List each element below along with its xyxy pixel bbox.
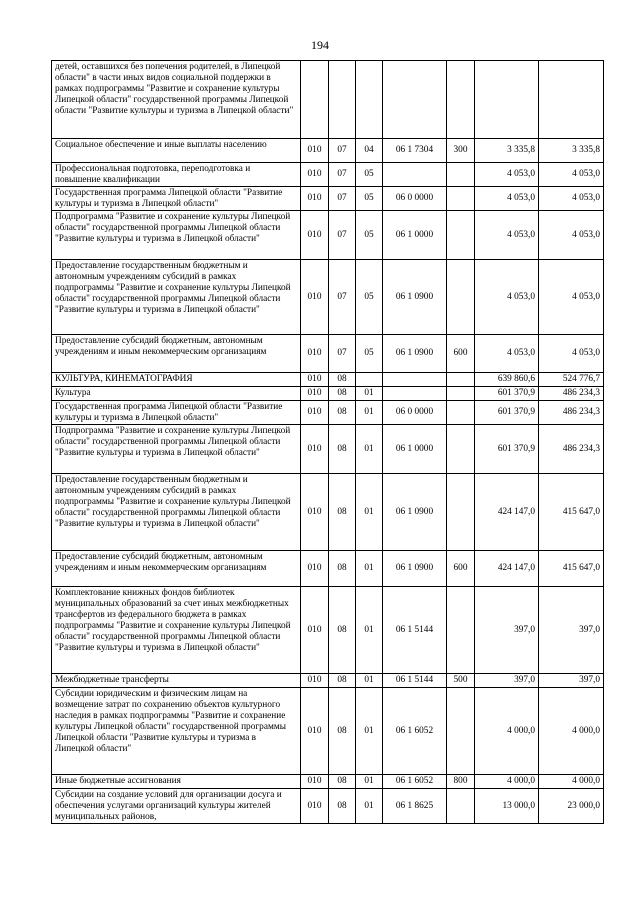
table-row bbox=[52, 425, 604, 474]
cell-type: 800 bbox=[447, 775, 475, 789]
cell-name: Межбюджетные трансферты bbox=[52, 674, 301, 688]
cell-type: 500 bbox=[447, 674, 475, 688]
cell-code: 010 bbox=[301, 139, 329, 163]
cell-type: 600 bbox=[447, 551, 475, 587]
cell-sum2: 415 647,0 bbox=[539, 551, 604, 587]
cell-subsection: 01 bbox=[356, 674, 383, 688]
cell-sum2: 4 053,0 bbox=[539, 260, 604, 335]
cell-subsection: 01 bbox=[356, 551, 383, 587]
cell-name: КУЛЬТУРА, КИНЕМАТОГРАФИЯ bbox=[52, 373, 301, 387]
cell-type bbox=[447, 187, 475, 211]
cell-subsection: 05 bbox=[356, 163, 383, 187]
cell-name: Субсидии юридическим и физическим лицам на возмещение затрат по сохранению объектов культурного наследия в рамках подпрограммы "Развитие и сохранение культуры Липецкой области" государственной программы Липецкой области "Развитие культуры и туризма в Липецкой области" bbox=[52, 688, 301, 775]
cell-sum1: 639 860,6 bbox=[475, 373, 539, 387]
cell-sum2: 486 234,3 bbox=[539, 425, 604, 474]
cell-section: 07 bbox=[329, 187, 356, 211]
table-row bbox=[52, 61, 604, 139]
cell-subsection: 01 bbox=[356, 688, 383, 775]
cell-target: 06 1 0900 bbox=[383, 551, 447, 587]
cell-target: 06 1 0900 bbox=[383, 335, 447, 373]
cell-subsection: 01 bbox=[356, 401, 383, 425]
table-row bbox=[52, 373, 604, 387]
cell-sum2: 4 053,0 bbox=[539, 211, 604, 260]
cell-sum2: 486 234,3 bbox=[539, 401, 604, 425]
cell-target: 06 1 0000 bbox=[383, 211, 447, 260]
budget-table bbox=[51, 60, 604, 824]
cell-subsection: 05 bbox=[356, 260, 383, 335]
cell-subsection bbox=[356, 373, 383, 387]
cell-section: 07 bbox=[329, 139, 356, 163]
cell-sum1: 601 370,9 bbox=[475, 401, 539, 425]
table-row bbox=[52, 775, 604, 789]
cell-type bbox=[447, 211, 475, 260]
cell-type: 600 bbox=[447, 335, 475, 373]
cell-sum1: 601 370,9 bbox=[475, 425, 539, 474]
cell-sum1: 4 053,0 bbox=[475, 211, 539, 260]
table-row bbox=[52, 260, 604, 335]
cell-code: 010 bbox=[301, 775, 329, 789]
cell-type bbox=[447, 163, 475, 187]
cell-name: Субсидии на создание условий для организации досуга и обеспечения услугами организаций культуры жителей муниципальных районов, bbox=[52, 789, 301, 824]
cell-type bbox=[447, 61, 475, 139]
cell-sum2: 397,0 bbox=[539, 674, 604, 688]
cell-sum1: 4 053,0 bbox=[475, 163, 539, 187]
cell-section: 08 bbox=[329, 373, 356, 387]
cell-type bbox=[447, 587, 475, 674]
cell-name: Предоставление государственным бюджетным и автономным учреждениям субсидий в рамках подпрограммы "Развитие и сохранение культуры Липецкой области" государственной программы Липецкой области "Развитие культуры и туризма в Липецкой области" bbox=[52, 474, 301, 551]
cell-sum2: 415 647,0 bbox=[539, 474, 604, 551]
cell-sum1 bbox=[475, 61, 539, 139]
cell-sum1: 4 000,0 bbox=[475, 688, 539, 775]
table-row bbox=[52, 163, 604, 187]
cell-target: 06 1 6052 bbox=[383, 775, 447, 789]
table-row bbox=[52, 187, 604, 211]
cell-sum1: 4 053,0 bbox=[475, 335, 539, 373]
cell-type: 300 bbox=[447, 139, 475, 163]
cell-subsection: 05 bbox=[356, 187, 383, 211]
table-row bbox=[52, 551, 604, 587]
cell-sum2: 23 000,0 bbox=[539, 789, 604, 824]
cell-target bbox=[383, 373, 447, 387]
cell-code: 010 bbox=[301, 260, 329, 335]
cell-sum2: 524 776,7 bbox=[539, 373, 604, 387]
cell-section: 08 bbox=[329, 474, 356, 551]
cell-target: 06 1 0000 bbox=[383, 425, 447, 474]
cell-sum1: 4 053,0 bbox=[475, 260, 539, 335]
cell-name: Предоставление субсидий бюджетным, автономным учреждениям и иным некоммерческим организациям bbox=[52, 335, 301, 373]
table-row bbox=[52, 139, 604, 163]
cell-sum2: 4 053,0 bbox=[539, 335, 604, 373]
cell-name: Профессиональная подготовка, переподготовка и повышение квалификации bbox=[52, 163, 301, 187]
cell-target bbox=[383, 163, 447, 187]
cell-sum1: 13 000,0 bbox=[475, 789, 539, 824]
cell-code: 010 bbox=[301, 335, 329, 373]
cell-subsection bbox=[356, 61, 383, 139]
cell-subsection: 05 bbox=[356, 335, 383, 373]
cell-code: 010 bbox=[301, 674, 329, 688]
cell-name: Социальное обеспечение и иные выплаты населению bbox=[52, 139, 301, 163]
cell-sum2: 4 053,0 bbox=[539, 187, 604, 211]
cell-name: Подпрограмма "Развитие и сохранение культуры Липецкой области" государственной программы Липецкой области "Развитие культуры и туризма в Липецкой области" bbox=[52, 211, 301, 260]
cell-subsection: 01 bbox=[356, 775, 383, 789]
table-row bbox=[52, 387, 604, 401]
cell-name: Государственная программа Липецкой области "Развитие культуры и туризма в Липецкой области" bbox=[52, 187, 301, 211]
table-row bbox=[52, 789, 604, 824]
cell-type bbox=[447, 789, 475, 824]
cell-section: 08 bbox=[329, 387, 356, 401]
cell-code: 010 bbox=[301, 387, 329, 401]
cell-type bbox=[447, 387, 475, 401]
cell-section: 08 bbox=[329, 688, 356, 775]
cell-sum1: 4 000,0 bbox=[475, 775, 539, 789]
cell-code: 010 bbox=[301, 211, 329, 260]
cell-target bbox=[383, 387, 447, 401]
cell-sum1: 424 147,0 bbox=[475, 551, 539, 587]
cell-target: 06 1 5144 bbox=[383, 674, 447, 688]
cell-section: 08 bbox=[329, 401, 356, 425]
cell-code: 010 bbox=[301, 688, 329, 775]
cell-subsection: 01 bbox=[356, 789, 383, 824]
cell-section: 08 bbox=[329, 425, 356, 474]
cell-sum2: 4 053,0 bbox=[539, 163, 604, 187]
cell-subsection: 04 bbox=[356, 139, 383, 163]
table-row bbox=[52, 587, 604, 674]
cell-target: 06 1 5144 bbox=[383, 587, 447, 674]
cell-target: 06 1 0900 bbox=[383, 474, 447, 551]
cell-name: Подпрограмма "Развитие и сохранение культуры Липецкой области" государственной программы Липецкой области "Развитие культуры и туризма в Липецкой области" bbox=[52, 425, 301, 474]
cell-type bbox=[447, 425, 475, 474]
cell-target: 06 0 0000 bbox=[383, 401, 447, 425]
cell-section: 07 bbox=[329, 211, 356, 260]
cell-name: Предоставление субсидий бюджетным, автономным учреждениям и иным некоммерческим организациям bbox=[52, 551, 301, 587]
cell-sum2: 397,0 bbox=[539, 587, 604, 674]
cell-sum1: 3 335,8 bbox=[475, 139, 539, 163]
cell-sum2: 3 335,8 bbox=[539, 139, 604, 163]
cell-target: 06 1 7304 bbox=[383, 139, 447, 163]
cell-sum2: 4 000,0 bbox=[539, 775, 604, 789]
cell-code: 010 bbox=[301, 587, 329, 674]
cell-section: 07 bbox=[329, 335, 356, 373]
cell-section: 08 bbox=[329, 587, 356, 674]
cell-section: 08 bbox=[329, 789, 356, 824]
cell-type bbox=[447, 474, 475, 551]
cell-type bbox=[447, 373, 475, 387]
cell-sum1: 397,0 bbox=[475, 674, 539, 688]
cell-code: 010 bbox=[301, 401, 329, 425]
table-row bbox=[52, 688, 604, 775]
cell-sum2: 486 234,3 bbox=[539, 387, 604, 401]
cell-code: 010 bbox=[301, 425, 329, 474]
cell-subsection: 05 bbox=[356, 211, 383, 260]
cell-type bbox=[447, 688, 475, 775]
cell-code: 010 bbox=[301, 373, 329, 387]
table-row bbox=[52, 674, 604, 688]
table-row bbox=[52, 401, 604, 425]
cell-section: 08 bbox=[329, 551, 356, 587]
table-row bbox=[52, 211, 604, 260]
cell-section bbox=[329, 61, 356, 139]
cell-code: 010 bbox=[301, 163, 329, 187]
cell-target: 06 0 0000 bbox=[383, 187, 447, 211]
cell-code: 010 bbox=[301, 187, 329, 211]
cell-type bbox=[447, 260, 475, 335]
cell-section: 08 bbox=[329, 775, 356, 789]
cell-code: 010 bbox=[301, 789, 329, 824]
table-row bbox=[52, 335, 604, 373]
cell-subsection: 01 bbox=[356, 425, 383, 474]
cell-subsection: 01 bbox=[356, 387, 383, 401]
cell-sum1: 397,0 bbox=[475, 587, 539, 674]
cell-name: Предоставление государственным бюджетным и автономным учреждениям субсидий в рамках подпрограммы "Развитие и сохранение культуры Липецкой области" государственной программы Липецкой области "Развитие культуры и туризма в Липецкой области" bbox=[52, 260, 301, 335]
table-body bbox=[52, 61, 604, 824]
cell-sum2 bbox=[539, 61, 604, 139]
cell-target: 06 1 6052 bbox=[383, 688, 447, 775]
cell-name: Государственная программа Липецкой области "Развитие культуры и туризма в Липецкой области" bbox=[52, 401, 301, 425]
cell-type bbox=[447, 401, 475, 425]
cell-section: 08 bbox=[329, 674, 356, 688]
cell-subsection: 01 bbox=[356, 474, 383, 551]
cell-sum1: 424 147,0 bbox=[475, 474, 539, 551]
cell-sum1: 601 370,9 bbox=[475, 387, 539, 401]
table-row bbox=[52, 474, 604, 551]
cell-name: Иные бюджетные ассигнования bbox=[52, 775, 301, 789]
cell-name: Комплектование книжных фондов библиотек муниципальных образований за счет иных межбюджетных трансфертов из федерального бюджета в рамках подпрограммы "Развитие и сохранение культуры Липецкой области" государственной программы Липецкой области "Развитие культуры и туризма в Липецкой области" bbox=[52, 587, 301, 674]
cell-section: 07 bbox=[329, 260, 356, 335]
page-number: 194 bbox=[311, 38, 329, 52]
cell-subsection: 01 bbox=[356, 587, 383, 674]
cell-sum1: 4 053,0 bbox=[475, 187, 539, 211]
cell-section: 07 bbox=[329, 163, 356, 187]
cell-code bbox=[301, 61, 329, 139]
cell-target bbox=[383, 61, 447, 139]
cell-code: 010 bbox=[301, 551, 329, 587]
cell-target: 06 1 8625 bbox=[383, 789, 447, 824]
cell-code: 010 bbox=[301, 474, 329, 551]
cell-sum2: 4 000,0 bbox=[539, 688, 604, 775]
cell-name: детей, оставшихся без попечения родителей, в Липецкой области" в части иных видов социальной поддержки в рамках подпрограммы "Развитие и сохранение культуры Липецкой области" государственной программы Липецкой области "Развитие культуры и туризма в Липецкой области" bbox=[52, 61, 301, 139]
cell-name: Культура bbox=[52, 387, 301, 401]
cell-target: 06 1 0900 bbox=[383, 260, 447, 335]
